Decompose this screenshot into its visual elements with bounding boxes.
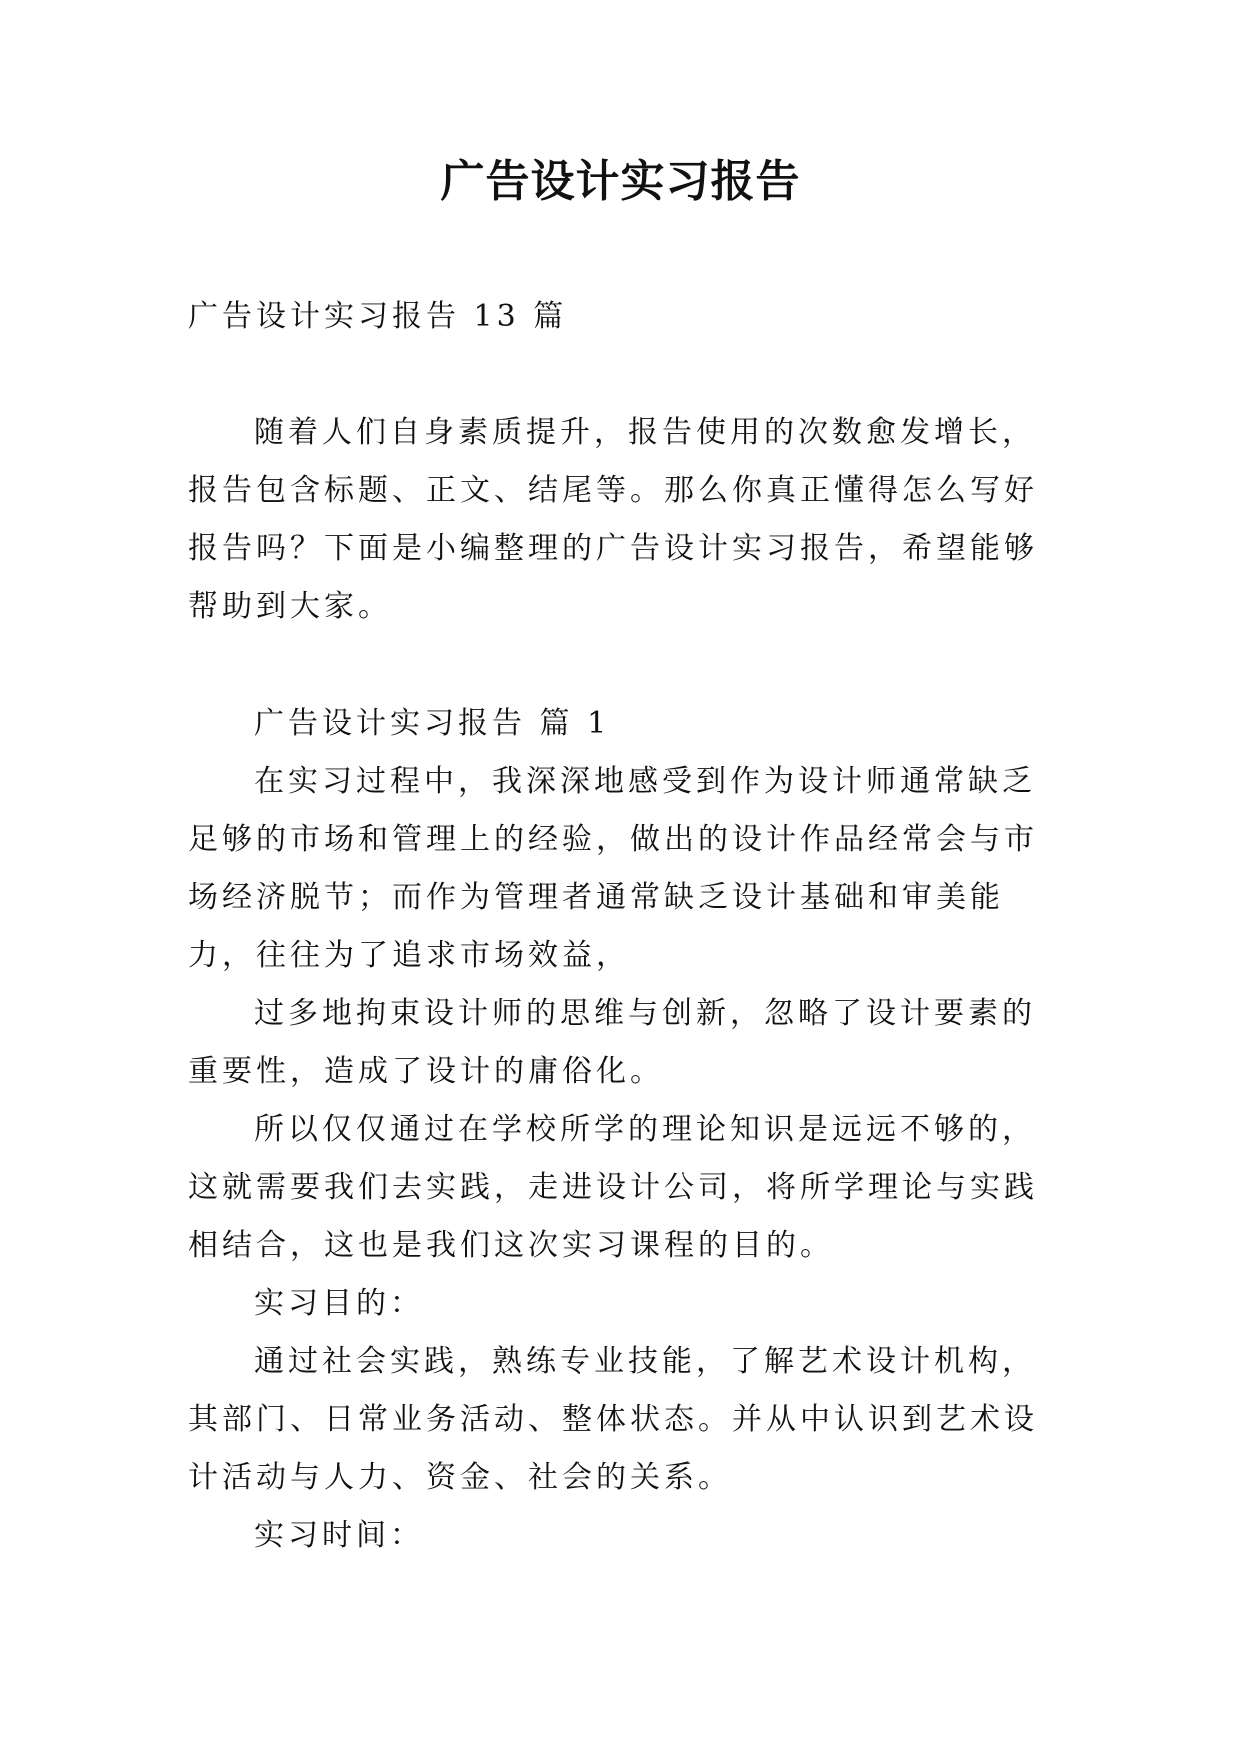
paragraph-purpose-heading: 实习目的：	[254, 1286, 424, 1321]
report-section-1	[188, 695, 1050, 1565]
intro-paragraph: 随着人们自身素质提升，报告使用的次数愈发增长，报告包含标题、正文、结尾等。那么你真正懂得怎么写好报告吗？下面是小编整理的广告设计实习报告，希望能够帮助到大家。	[188, 415, 1038, 624]
paragraph-time-heading: 实习时间：	[254, 1518, 424, 1553]
paragraph-2: 过多地拘束设计师的思维与创新，忽略了设计要素的重要性，造成了设计的庸俗化。	[188, 996, 1036, 1089]
document-title: 广告设计实习报告	[440, 156, 801, 207]
document-subtitle	[188, 288, 1050, 346]
section-heading: 广告设计实习报告 篇 1	[254, 706, 611, 741]
intro-section	[188, 404, 1050, 636]
paragraph-1: 在实习过程中，我深深地感受到作为设计师通常缺乏足够的市场和管理上的经验，做出的设计作品经常会与市场经济脱节；而作为管理者通常缺乏设计基础和审美能力，往往为了追求市场效益，	[188, 764, 1038, 973]
subtitle-text: 广告设计实习报告 13 篇	[188, 299, 568, 334]
paragraph-purpose-body: 通过社会实践，熟练专业技能，了解艺术设计机构，其部门、日常业务活动、整体状态。并从中认识到艺术设计活动与人力、资金、社会的关系。	[188, 1344, 1038, 1495]
paragraph-3: 所以仅仅通过在学校所学的理论知识是远远不够的，这就需要我们去实践，走进设计公司，将所学理论与实践相结合，这也是我们这次实习课程的目的。	[188, 1112, 1038, 1263]
